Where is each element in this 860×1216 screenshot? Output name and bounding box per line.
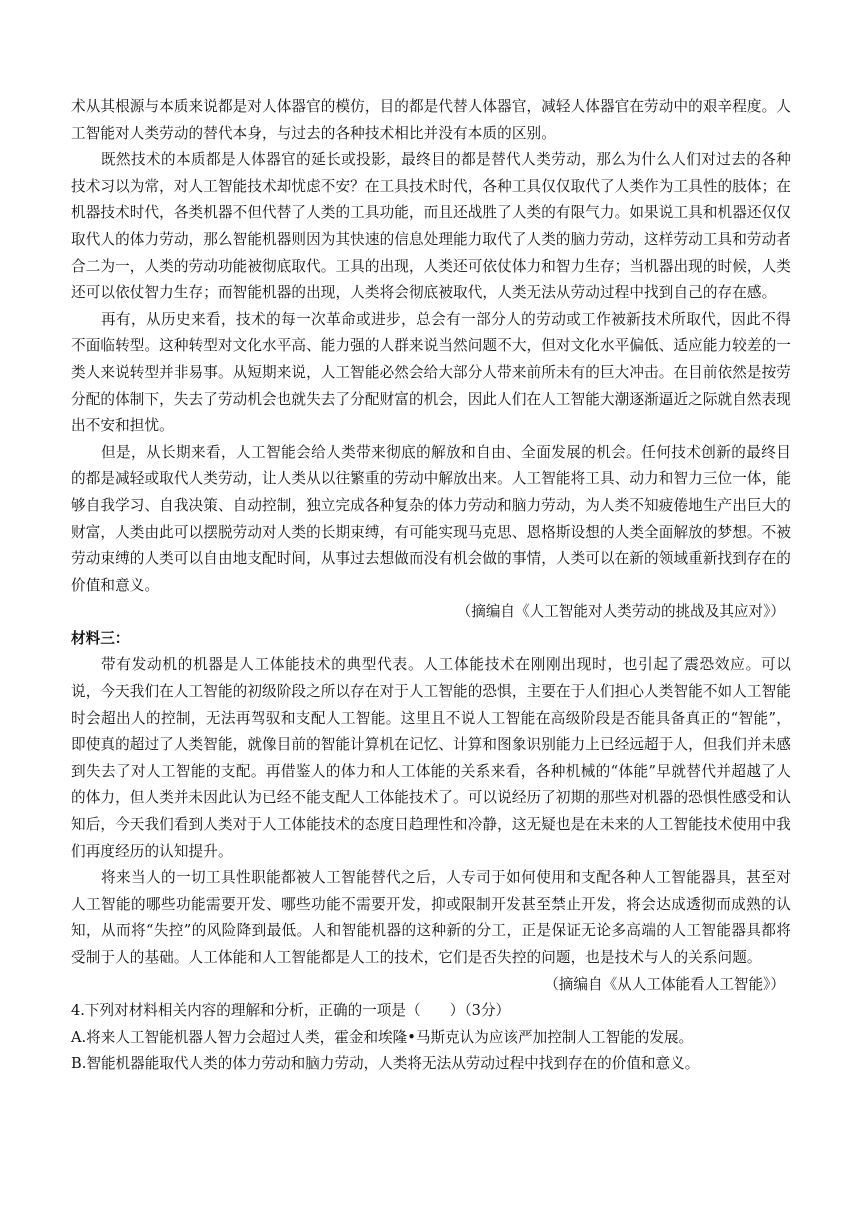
question-4-option-a[interactable]: A.将来人工智能机器人智力会超过人类，霍金和埃隆•马斯克认为应该严加控制人工智能的发展。 (71, 1028, 694, 1046)
material3-heading: 材料三： (71, 629, 130, 647)
material3-source: （摘编自《从人工体能看人工智能》） (544, 975, 785, 993)
question-4-stem: 4.下列对材料相关内容的理解和分析，正确的一项是（ ）（3分） (71, 1002, 511, 1020)
material3-paragraph-2: 将来当人的一切工具性职能都被人工智能替代之后，人专司于如何使用和支配各种人工智能器具，甚至对人工智能的哪些功能需要开发、哪些功能不需要开发，抑或限制开发甚至禁止开发，将会达成透彻而成熟的认知，从而将“失控”的风险降到最低。人和智能机器的这种新的分工，正是保证无论多高端的人工智能器具都将受制于人的基础。人工体能和人工智能都是人工的技术，它们是否失控的问题，也是技术与人的关系问题。 (71, 869, 791, 966)
material3-paragraph-1: 带有发动机的机器是人工体能技术的典型代表。人工体能技术在刚刚出现时，也引起了震恐效应。可以说，今天我们在人工智能的初级阶段之所以存在对于人工智能的恐惧，主要在于人们担心人类智能不如人工智能时会超出人的控制，无法再驾驭和支配人工智能。这里且不说人工智能在高级阶段是否能具备真正的“智能”，即使真的超过了人类智能，就像目前的智能计算机在记忆、计算和图象识别能力上已经远超于人，但我们并未感到失去了对人工智能的支配。再借鉴人的体力和人工体能的关系来看，各种机械的“体能”早就替代并超越了人的体力，但人类并未因此认为已经不能支配人工体能技术了。可以说经历了初期的那些对机器的恐惧性感受和认知后，今天我们看到人类对于人工体能技术的态度日趋理性和冷静，这无疑也是在未来的人工智能技术使用中我们再度经历的认知提升。 (71, 656, 791, 860)
material2-source: （摘编自《人工智能对人类劳动的挑战及其应对》） (456, 603, 785, 621)
material2-paragraph-2: 既然技术的本质都是人体器官的延长或投影，最终目的都是替代人类劳动，那么为什么人们对过去的各种技术习以为常，对人工智能技术却忧虑不安？在工具技术时代，各种工具仅仅取代了人类作为工具性的肢体；在机器技术时代，各类机器不但代替了人类的工具功能，而且还战胜了人类的有限气力。如果说工具和机器还仅仅取代人的体力劳动，那么智能机器则因为其快速的信息处理能力取代了人类的脑力劳动，这样劳动工具和劳动者合二为一，人类的劳动功能被彻底取代。工具的出现，人类还可依仗体力和智力生存；当机器出现的时候，人类还可以依仗智力生存；而智能机器的出现，人类将会彻底被取代，人类无法从劳动过程中找到自己的存在感。 (71, 151, 791, 302)
material2-paragraph-3: 再有，从历史来看，技术的每一次革命或进步，总会有一部分人的劳动或工作被新技术所取代，因此不得不面临转型。这种转型对文化水平高、能力强的人群来说当然问题不大，但对文化水平偏低、适应能力较差的一类人来说转型并非易事。从短期来说，人工智能必然会给大部分人带来前所未有的巨大冲击。在目前依然是按劳分配的体制下，失去了劳动机会也就失去了分配财富的机会，因此人们在人工智能大潮逐渐逼近之际就自然表现出不安和担忧。 (71, 310, 791, 435)
material2-paragraph-1: 术从其根源与本质来说都是对人体器官的模仿，目的都是代替人体器官，减轻人体器官在劳动中的艰辛程度。人工智能对人类劳动的替代本身，与过去的各种技术相比并没有本质的区别。 (71, 98, 791, 142)
exam-page (71, 94, 791, 1078)
material2-paragraph-4: 但是，从长期来看，人工智能会给人类带来彻底的解放和自由、全面发展的机会。任何技术创新的最终目的都是减轻或取代人类劳动，让人类从以往繁重的劳动中解放出来。人工智能将工具、动力和智力三位一体，能够自我学习、自我决策、自动控制，独立完成各种复杂的体力劳动和脑力劳动，为人类不知疲倦地生产出巨大的财富，人类由此可以摆脱劳动对人类的长期束缚，有可能实现马克思、恩格斯设想的人类全面解放的梦想。不被劳动束缚的人类可以自由地支配时间，从事过去想做而没有机会做的事情，人类可以在新的领域重新找到存在的价值和意义。 (71, 443, 791, 594)
question-4-option-b[interactable]: B.智能机器能取代人类的体力劳动和脑力劳动，人类将无法从劳动过程中找到存在的价值和意义。 (71, 1055, 700, 1073)
